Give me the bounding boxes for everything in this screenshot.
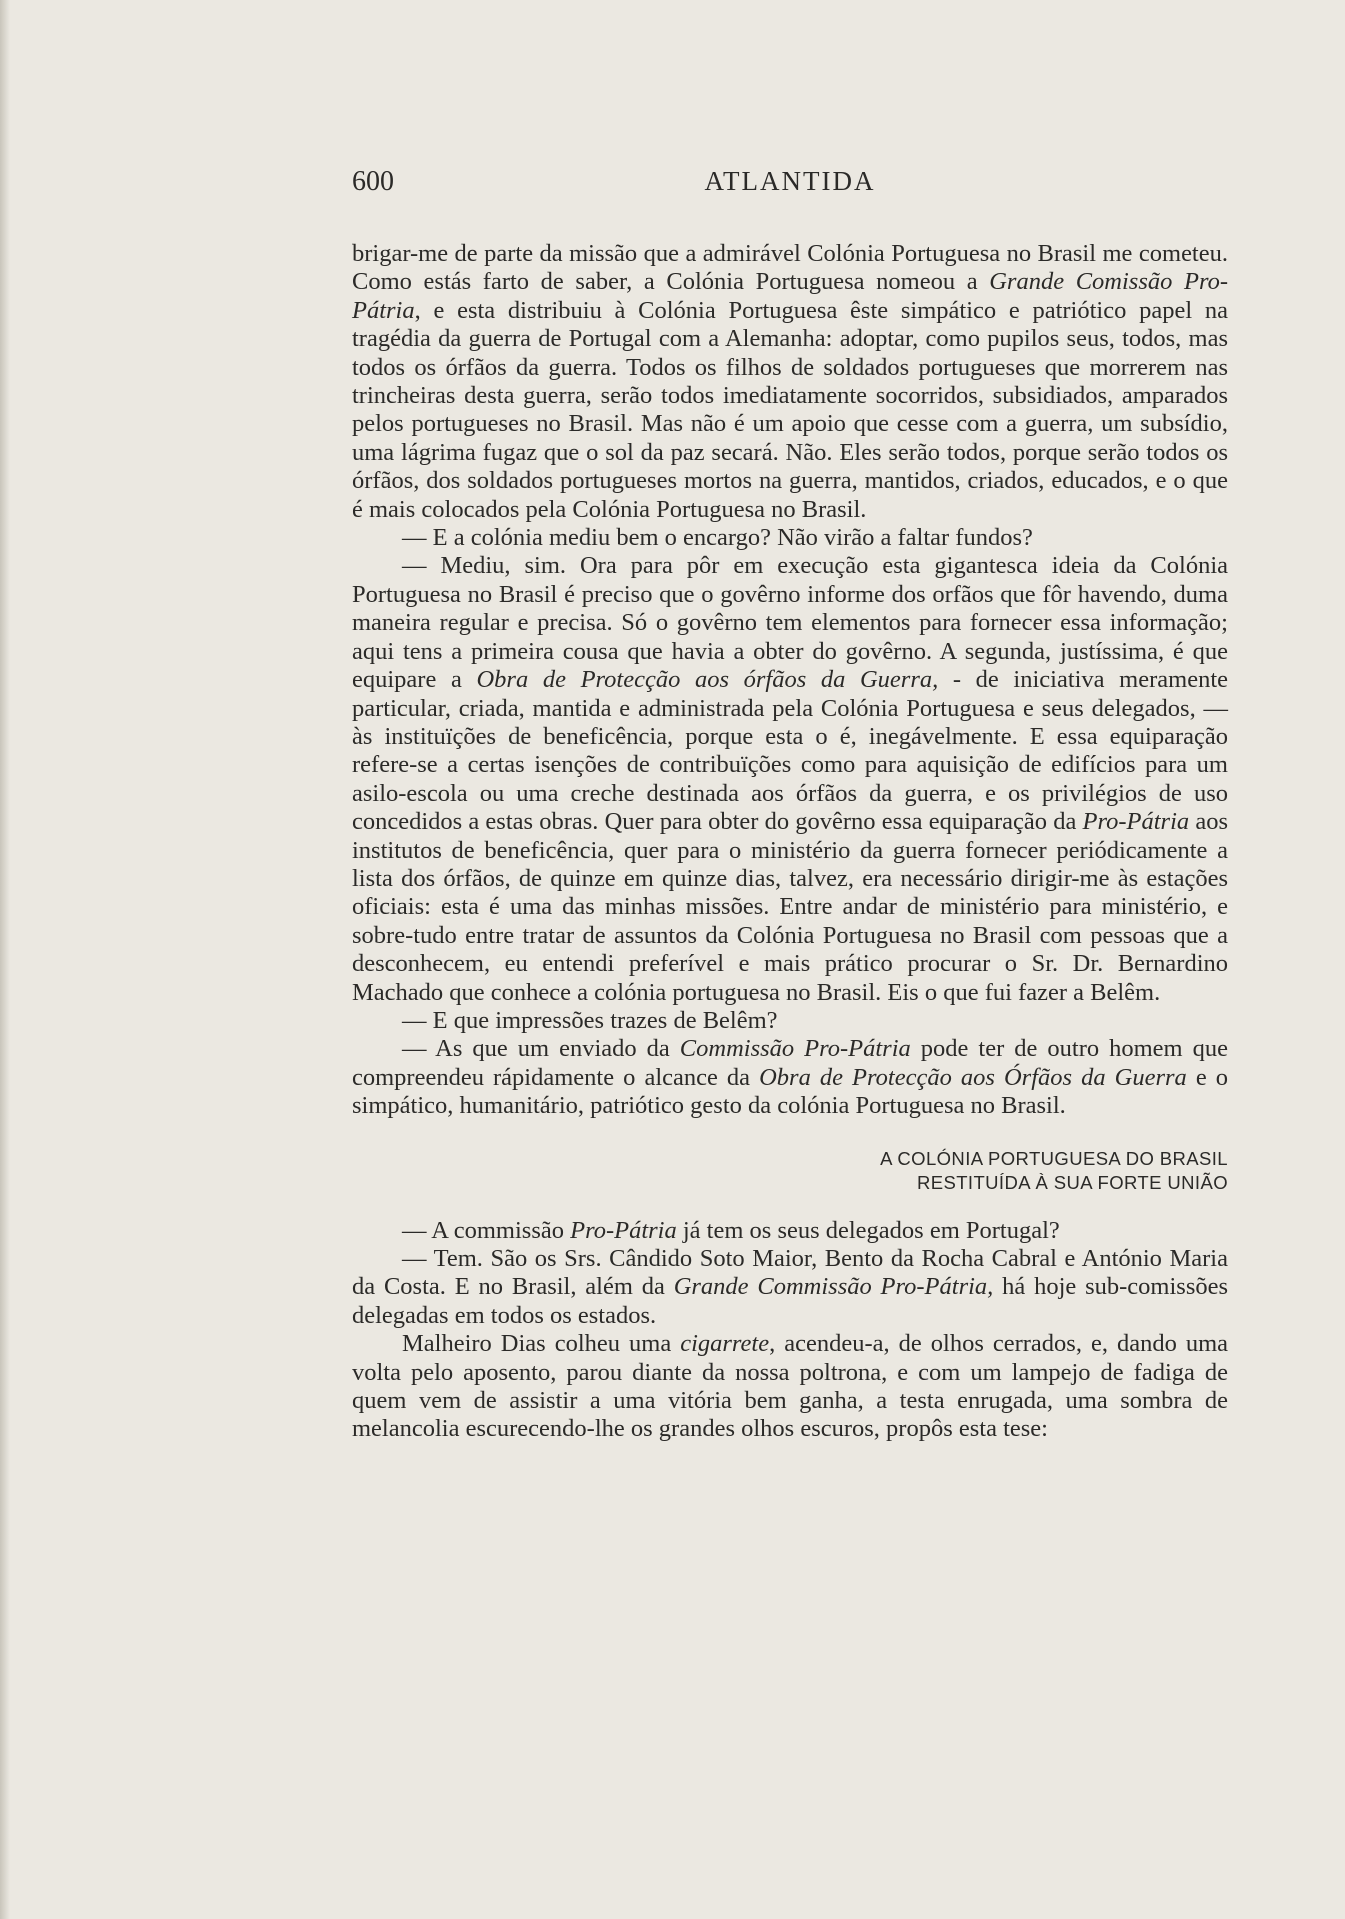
text-run: e o simpático, humanitário, patriótico gesto da colónia Portuguesa no Brasil.: [352, 1063, 1229, 1120]
paragraph-8: [352, 1330, 1228, 1444]
paragraph-4: [352, 1007, 1228, 1035]
text-run: pode ter de outro homem que compreendeu rápidamente o alcance da: [352, 1035, 1228, 1091]
text-run: , acendeu-a, de olhos cerrados, e, dando uma volta pelo aposento, parou diante da nossa poltrona, e com um lampejo de fadiga de quem vem de assistir a uma vitória bem ganha, a testa enrugada, uma sombra de melancolia escurecendo-lhe os grandes olhos escuros, propôs esta tese:: [352, 1330, 1228, 1443]
text-run: — Mediu, sim. Ora para pôr em execução esta gigantesca ideia da Colónia Portuguesa no Brasil é preciso que o govêrno informe dos orfãos que fôr havendo, duma maneira regular e precisa. Só o govêrno tem elementos para fornecer essa informação; aqui tens a primeira cousa que havia a obter do govêrno. A segunda, justíssima, é que equipare a: [352, 552, 1228, 694]
text-run: há hoje sub-comissões delegadas em todos os estados.: [352, 1273, 1229, 1329]
section-heading: [352, 1147, 1228, 1195]
page-header: [352, 166, 1228, 206]
section-heading-line-1: A COLÓNIA PORTUGUESA DO BRASIL: [880, 1147, 1228, 1169]
italic-run: Obra de Protecção aos Órfãos da Guerra: [759, 1063, 1187, 1091]
text-run: Malheiro Dias colheu uma: [402, 1330, 681, 1358]
text-run: — As que um enviado da: [402, 1035, 680, 1063]
italic-run: Grande Commissão Pro-Pátria,: [673, 1273, 994, 1301]
paragraph-7: [352, 1245, 1228, 1330]
section-heading-line-2: RESTITUÍDA À SUA FORTE UNIÃO: [916, 1171, 1228, 1193]
paragraph-3: [352, 552, 1228, 1007]
paragraph-2: [352, 524, 1228, 552]
paragraph-6: [352, 1217, 1228, 1245]
text-run: aos institutos de beneficência, quer para o ministério da guerra fornecer periódicamente a lista dos órfãos, de quinze em quinze dias, talvez, era necessário dirigir-me às estações oficiais: esta é uma das minhas missões. Entre andar de ministério para ministério, e sobre-tudo entre tratar de assuntos da Colónia Portuguesa no Brasil com pessoas que a desconhecem, eu entendi preferível e mais prático procurar o Sr. Dr. Bernardino Machado que conhece a colónia portuguesa no Brasil. Eis o que fui fazer a Belêm.: [352, 808, 1228, 1006]
page-number: 600: [352, 166, 394, 197]
text-run: — A commissão: [402, 1216, 571, 1244]
text-run: — E a colónia mediu bem o encargo? Não virão a faltar fundos?: [402, 524, 1033, 552]
running-title: ATLANTIDA: [704, 166, 876, 196]
paragraph-1: [352, 240, 1228, 524]
text-run: - de iniciativa meramente particular, criada, mantida e administrada pela Colónia Portuguesa e seus delegados, — às instituïções de beneficência, porque esta o é, inegávelmente. E essa equiparação refere-se a certas isenções de contribuïções como para aquisição de edifícios para um asilo-escola ou uma creche destinada aos órfãos da guerra, e os privilégios de uso concedidos a estas obras. Quer para obter do govêrno essa equiparação da: [352, 666, 1229, 836]
text-run: já tem os seus delegados em Portugal?: [676, 1216, 1060, 1244]
italic-run: cigarrete: [680, 1330, 770, 1358]
text-run: — Tem. São os Srs. Cândido Soto Maior, Bento da Rocha Cabral e António Maria da Costa. E no Brasil, além da: [352, 1245, 1228, 1301]
italic-run: Commissão Pro-Pátria: [679, 1035, 911, 1063]
text-run: brigar-me de parte da missão que a admirável Colónia Portuguesa no Brasil me cometeu. Como estás farto de saber, a Colónia Portuguesa nomeou a: [352, 240, 1228, 296]
paragraph-5: [352, 1035, 1228, 1120]
italic-run: Obra de Protecção aos órfãos da Guerra,: [476, 666, 939, 694]
text-run: , e esta distribuiu à Colónia Portuguesa êste simpático e patriótico papel na tragédia da guerra de Portugal com a Alemanha: adoptar, como pupilos seus, todos, mas todos os órfãos da guerra. Todos os filhos de soldados portugueses que morrerem nas trincheiras desta guerra, serão todos imediatamente socorridos, subsidiados, amparados pelos portugueses no Brasil. Mas não é um apoio que cesse com a guerra, um subsídio, uma lágrima fugaz que o sol da paz secará. Não. Eles serão todos, porque serão todos os órfãos, dos soldados portugueses mortos na guerra, mantidos, criados, educados, e o que é mais colocados pela Colónia Portuguesa no Brasil.: [352, 296, 1228, 523]
page-edge-shadow: [0, 0, 10, 1919]
article-body: [352, 240, 1228, 1444]
italic-run: Pro-Pátria: [1082, 808, 1190, 836]
italic-run: Pro-Pátria: [570, 1216, 677, 1244]
text-run: — E que impressões trazes de Belêm?: [402, 1006, 778, 1034]
italic-run: Grande Comissão Pro-Pátria: [352, 268, 1228, 324]
